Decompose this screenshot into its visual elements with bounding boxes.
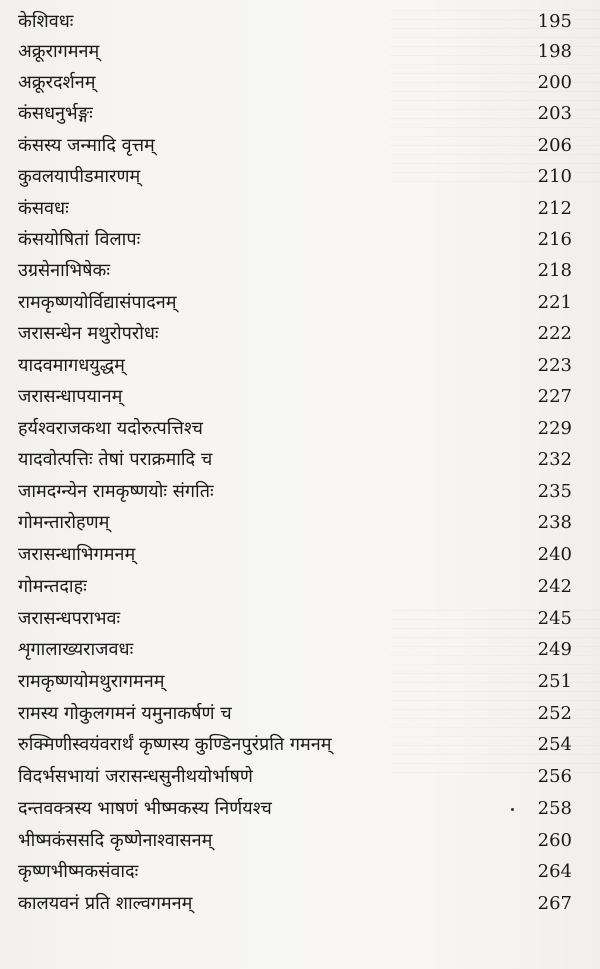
toc-entry <box>0 381 600 412</box>
toc-entry-title: अक्रूरदर्शनम् <box>18 72 96 93</box>
toc-entry-title: कृष्णभीष्मकसंवादः <box>18 861 139 882</box>
toc-entry <box>0 793 600 824</box>
toc-entry-title: जरासन्धपराभवः <box>18 608 121 629</box>
toc-entry <box>0 287 600 318</box>
toc-entry-page-number: 260 <box>537 830 572 851</box>
toc-entry-title: कुवलयापीडमारणम् <box>18 166 141 187</box>
toc-entry-title: यादवमागधयुद्धम् <box>18 355 125 376</box>
toc-entry-page-number: 221 <box>537 292 572 313</box>
toc-entry-title: भीष्मकंससदि कृष्णेनाश्वासनम् <box>18 830 213 851</box>
toc-entry-page-number: 264 <box>537 861 572 882</box>
toc-entry-title: रुक्मिणीस्वयंवरार्थं कृष्णस्य कुण्डिनपुरंप्रति गमनम् <box>18 734 332 755</box>
toc-entry-page-number: 216 <box>537 229 572 250</box>
toc-entry-title: रामकृष्णयोमथुरागमनम् <box>18 671 165 692</box>
toc-entry-page-number: 235 <box>537 481 572 502</box>
toc-entry-title: जरासन्धाभिगमनम् <box>18 544 136 565</box>
toc-entry-title: रामकृष्णयोर्विद्यासंपादनम् <box>18 292 177 313</box>
toc-entry-title: कंसस्य जन्मादि वृत्तम् <box>18 135 155 156</box>
toc-entry-title: अक्रूरागमनम् <box>18 41 100 62</box>
toc-entry <box>0 729 600 760</box>
toc-entry <box>0 161 600 192</box>
toc-entry-page-number: 195 <box>537 11 572 32</box>
toc-entry-title: केशिवधः <box>18 11 74 32</box>
toc-entry <box>0 666 600 697</box>
toc-entry-title: गोमन्तारोहणम् <box>18 512 110 533</box>
toc-entry <box>0 476 600 507</box>
toc-entry-page-number: 238 <box>537 512 572 533</box>
toc-entry-page-number: 212 <box>537 198 572 219</box>
toc-entry-title: कंसवधः <box>18 198 69 219</box>
toc-entry-title: हर्यश्वराजकथा यदोरुत्पत्तिश्च <box>18 418 203 439</box>
toc-entry <box>0 539 600 570</box>
toc-entry-page-number: 223 <box>537 355 572 376</box>
toc-entry-page-number: 232 <box>537 449 572 470</box>
toc-entry <box>0 856 600 887</box>
toc-entry-page-number: 203 <box>537 103 572 124</box>
toc-entry-page-number: 206 <box>537 135 572 156</box>
toc-entry-page-number: 267 <box>537 893 572 914</box>
toc-entry-title: जरासन्धेन मथुरोपरोधः <box>18 323 159 344</box>
toc-entry-title: दन्तवक्त्रस्य भाषणं भीष्मकस्य निर्णयश्च <box>18 798 272 819</box>
toc-entry <box>0 318 600 349</box>
toc-entry <box>0 888 600 919</box>
toc-entry <box>0 130 600 161</box>
toc-entry <box>0 507 600 538</box>
toc-entry <box>0 193 600 224</box>
toc-entry <box>0 825 600 856</box>
toc-entry-page-number: 254 <box>537 734 572 755</box>
toc-entry <box>0 634 600 665</box>
toc-entry <box>0 36 600 67</box>
toc-entry <box>0 603 600 634</box>
toc-entry-title: कंसयोषितां विलापः <box>18 229 141 250</box>
toc-entry-page-number: 218 <box>537 260 572 281</box>
toc-entry-page-number: 258 <box>537 798 572 819</box>
toc-entry <box>0 761 600 792</box>
toc-entry-page-number: 251 <box>537 671 572 692</box>
toc-entry <box>0 98 600 129</box>
toc-entry-page-number: 198 <box>537 41 572 62</box>
toc-entry-title: जामदग्न्येन रामकृष्णयोः संगतिः <box>18 481 214 502</box>
toc-entry <box>0 224 600 255</box>
toc-entry <box>0 255 600 286</box>
toc-entry <box>0 67 600 98</box>
toc-entry-title: विदर्भसभायां जरासन्धसुनीथयोर्भाषणे <box>18 766 253 787</box>
toc-entry-page-number: 200 <box>537 72 572 93</box>
toc-entry-title: यादवोत्पत्तिः तेषां पराक्रमादि च <box>18 449 213 470</box>
toc-entry-page-number: 222 <box>537 323 572 344</box>
toc-entry-page-number: 256 <box>537 766 572 787</box>
toc-entry-page-number: 245 <box>537 608 572 629</box>
toc-entry-page-number: 210 <box>537 166 572 187</box>
toc-entry <box>0 413 600 444</box>
toc-entry <box>0 350 600 381</box>
toc-entry-page-number: 227 <box>537 386 572 407</box>
toc-entry-title: रामस्य गोकुलगमनं यमुनाकर्षणं च <box>18 703 232 724</box>
toc-entry-page-number: 229 <box>537 418 572 439</box>
toc-entry-page-number: 249 <box>537 639 572 660</box>
toc-entry <box>0 571 600 602</box>
toc-entry-title: कंसधनुर्भङ्गः <box>18 103 93 124</box>
toc-entry-title: गोमन्तदाहः <box>18 576 87 597</box>
toc-entry <box>0 444 600 475</box>
toc-entry-title: शृगालाख्यराजवधः <box>18 639 134 660</box>
toc-entry-title: कालयवनं प्रति शाल्वगमनम् <box>18 893 193 914</box>
toc-entry-title: जरासन्धापयानम् <box>18 386 123 407</box>
toc-entry-title: उग्रसेनाभिषेकः <box>18 260 111 281</box>
toc-entry-page-number: 242 <box>537 576 572 597</box>
toc-entry-page-number: 252 <box>537 703 572 724</box>
toc-entry <box>0 6 600 37</box>
toc-entry <box>0 698 600 729</box>
toc-entry-page-number: 240 <box>537 544 572 565</box>
